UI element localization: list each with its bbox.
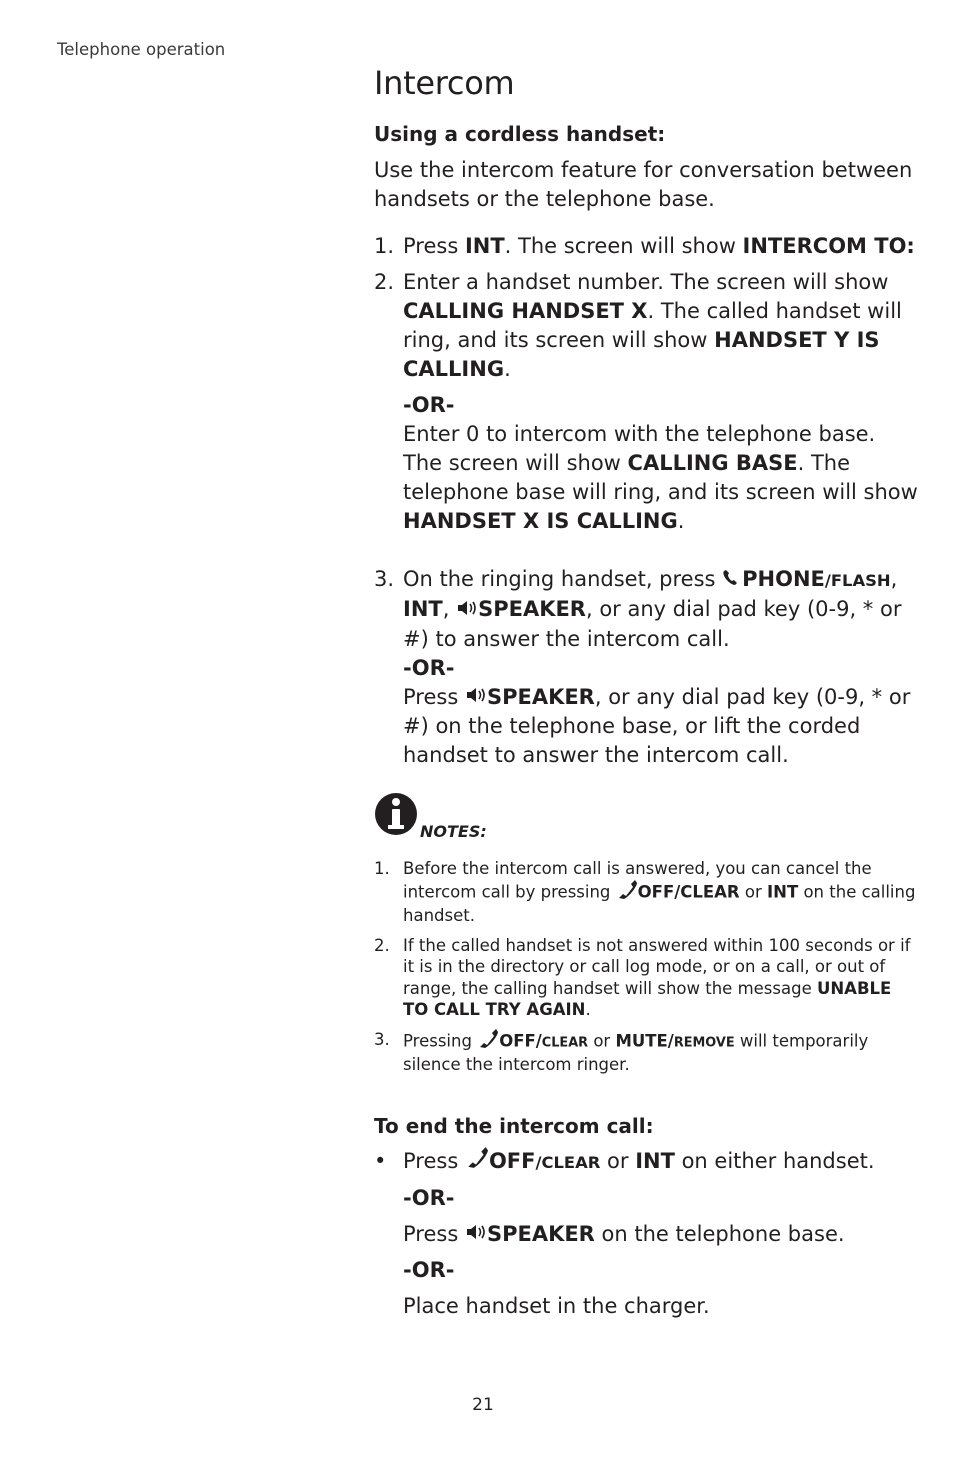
- step-text: Press: [403, 234, 465, 258]
- key-mute: MUTE/: [615, 1030, 674, 1050]
- note-item: [374, 935, 919, 1021]
- note-number: 1.: [374, 859, 390, 878]
- key-phone: PHONE: [742, 567, 825, 591]
- notes-list: [374, 858, 919, 1076]
- key-int: INT: [635, 1148, 675, 1173]
- key-speaker: SPEAKER: [486, 684, 595, 709]
- step-2: [374, 268, 919, 558]
- or-separator: -OR-: [403, 1258, 455, 1282]
- key-speaker: SPEAKER: [478, 597, 586, 621]
- off-handset-icon: [477, 1029, 499, 1055]
- intro-paragraph: Use the intercom feature for conversation between handsets or the telephone base.: [374, 158, 913, 211]
- step-text: . The telephone base will ring, and its screen will show: [403, 451, 918, 504]
- key-off: OFF/: [499, 1030, 542, 1050]
- key-remove: REMOVE: [673, 1034, 735, 1050]
- screen-message: HANDSET X IS CALLING: [403, 509, 678, 533]
- speaker-icon: [465, 683, 487, 712]
- key-int: INT: [403, 597, 443, 621]
- key-speaker: SPEAKER: [486, 1221, 595, 1246]
- steps-list: [374, 232, 919, 770]
- speaker-icon: [465, 1220, 487, 1249]
- end-text: Press: [403, 1148, 465, 1173]
- step-text: Press: [403, 684, 465, 709]
- section-heading-end: To end the intercom call:: [374, 1113, 654, 1138]
- step-text: . The called handset will ring, and its screen will show: [403, 299, 902, 352]
- step-text: ,: [890, 567, 898, 591]
- step-3: [374, 565, 919, 770]
- phone-handset-icon: [722, 566, 742, 595]
- screen-message: UNABLE TO CALL TRY AGAIN: [403, 978, 892, 1019]
- step-text: . The screen will show: [504, 234, 743, 258]
- key-flash: /FLASH: [824, 571, 891, 590]
- step-1: [374, 232, 919, 261]
- note-text: will temporarily silence the intercom ringer.: [403, 1030, 869, 1074]
- note-text: If the called handset is not answered within 100 seconds or if it is in the directory or call log mode, or on a call, or out of range, the calling handset will show the message: [403, 935, 911, 998]
- screen-message: INTERCOM TO:: [742, 234, 915, 258]
- step-number: 1.: [374, 234, 395, 258]
- step-text: , or any dial pad key (0-9, * or #) to answer the intercom call.: [403, 597, 902, 651]
- or-separator: -OR-: [403, 393, 455, 417]
- key-int: INT: [767, 881, 799, 901]
- off-handset-icon: [465, 1147, 489, 1177]
- note-text: or: [739, 881, 767, 901]
- step-text: , or any dial pad key (0-9, * or #) on the telephone base, or lift the corded handset to answer the intercom call.: [403, 684, 911, 767]
- note-item: [374, 858, 919, 927]
- end-text: on the telephone base.: [594, 1221, 845, 1246]
- key-off-clear: OFF/CLEAR: [637, 881, 740, 901]
- end-call-item: [374, 1147, 919, 1322]
- main-content: [374, 120, 919, 1321]
- screen-message: HANDSET Y IS CALLING: [403, 328, 880, 381]
- key-int: INT: [464, 234, 505, 258]
- note-number: 3.: [374, 1029, 390, 1049]
- step-text: Enter 0 to intercom with the telephone base. The screen will show: [403, 422, 876, 475]
- speaker-icon: [456, 596, 478, 625]
- notes-section: [374, 792, 919, 1076]
- step-text: Enter a handset number. The screen will show: [403, 270, 889, 294]
- step-body: [403, 565, 919, 770]
- step-text: ,: [442, 597, 457, 621]
- running-header: Telephone operation: [57, 40, 226, 59]
- end-call-section: [374, 1112, 919, 1322]
- end-text: Press: [403, 1221, 465, 1246]
- note-text: or: [588, 1030, 616, 1050]
- page-title: Intercom: [374, 64, 515, 102]
- screen-message: CALLING BASE: [627, 451, 798, 475]
- key-clear: CLEAR: [541, 1034, 589, 1050]
- step-body: [403, 232, 919, 261]
- note-text: on the calling handset.: [403, 881, 916, 925]
- end-text: or: [600, 1148, 636, 1173]
- end-text: on either handset.: [674, 1148, 875, 1173]
- section-heading-using: Using a cordless handset:: [374, 122, 666, 146]
- step-body: [403, 268, 919, 558]
- or-separator: -OR-: [403, 655, 455, 680]
- note-number: 2.: [374, 935, 390, 955]
- or-separator: -OR-: [403, 1185, 455, 1210]
- step-number: 3.: [374, 567, 395, 591]
- notes-label: NOTES:: [420, 822, 487, 841]
- off-handset-icon: [616, 880, 638, 906]
- page-number: 21: [472, 1395, 494, 1415]
- note-text: Before the intercom call is answered, you can cancel the intercom call by pressing: [403, 859, 872, 901]
- step-number: 2.: [374, 270, 395, 294]
- bullet: •: [374, 1148, 387, 1173]
- end-text: Place handset in the charger.: [403, 1294, 710, 1318]
- screen-message: CALLING HANDSET X: [403, 299, 648, 323]
- info-icon: [374, 792, 418, 844]
- note-text: .: [585, 1000, 591, 1019]
- notes-header: [374, 792, 919, 844]
- step-text: On the ringing handset, press: [403, 567, 723, 591]
- note-text: Pressing: [403, 1030, 478, 1050]
- note-item: [374, 1029, 919, 1076]
- step-text: .: [677, 509, 685, 533]
- step-text: .: [504, 357, 511, 381]
- key-clear: /CLEAR: [535, 1152, 601, 1172]
- key-off: OFF: [488, 1148, 536, 1173]
